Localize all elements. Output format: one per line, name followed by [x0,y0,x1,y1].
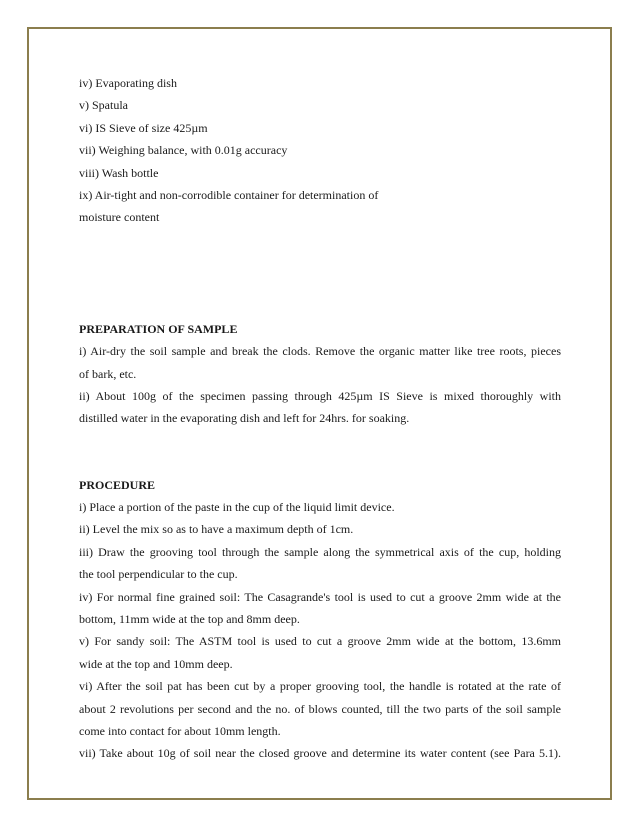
procedure-line: iii) Draw the grooving tool through the sample along the symmetrical axis of the cup, holding [79,544,561,559]
procedure-line: i) Place a portion of the paste in the cup of the liquid limit device. [79,500,395,515]
preparation-line: of bark, etc. [79,366,137,381]
equipment-item-sieve: vi) IS Sieve of size 425µm [79,120,208,135]
equipment-item-container-cont: moisture content [79,210,160,225]
preparation-line: i) Air-dry the soil sample and break the clods. Remove the organic matter like tree roots, pieces [79,344,561,359]
document-body [79,72,561,765]
procedure-line: vii) Take about 10g of soil near the closed groove and determine its water content (see Para 5.1). [79,746,561,761]
equipment-item-balance: vii) Weighing balance, with 0.01g accuracy [79,143,288,158]
equipment-item-container: ix) Air-tight and non-corrodible container for determination of [79,187,379,202]
procedure-line: ii) Level the mix so as to have a maximum depth of 1cm. [79,522,354,537]
procedure-heading: PROCEDURE [79,477,156,492]
procedure-line: about 2 revolutions per second and the no. of blows counted, till the two parts of the soil sample [79,701,561,716]
preparation-line: ii) About 100g of the specimen passing through 425µm IS Sieve is mixed thoroughly with [79,388,561,403]
procedure-line: bottom, 11mm wide at the top and 8mm deep. [79,612,300,627]
procedure-line: v) For sandy soil: The ASTM tool is used to cut a groove 2mm wide at the bottom, 13.6mm [79,634,561,649]
equipment-item-wash-bottle: viii) Wash bottle [79,165,159,180]
procedure-line: vi) After the soil pat has been cut by a proper grooving tool, the handle is rotated at the rate of [79,679,561,694]
procedure-line: the tool perpendicular to the cup. [79,567,238,582]
preparation-heading: PREPARATION OF SAMPLE [79,321,238,336]
equipment-item-evaporating-dish: iv) Evaporating dish [79,76,177,90]
spacer [79,229,561,318]
procedure-line: wide at the top and 10mm deep. [79,656,233,671]
preparation-line: distilled water in the evaporating dish and left for 24hrs. for soaking. [79,411,410,426]
procedure-line: come into contact for about 10mm length. [79,723,281,738]
spacer [79,430,561,474]
equipment-list [79,72,561,229]
procedure-line: iv) For normal fine grained soil: The Casagrande's tool is used to cut a groove 2mm wide at the [79,589,561,604]
preparation-section [79,318,561,430]
equipment-item-spatula: v) Spatula [79,98,128,113]
procedure-section [79,474,561,765]
